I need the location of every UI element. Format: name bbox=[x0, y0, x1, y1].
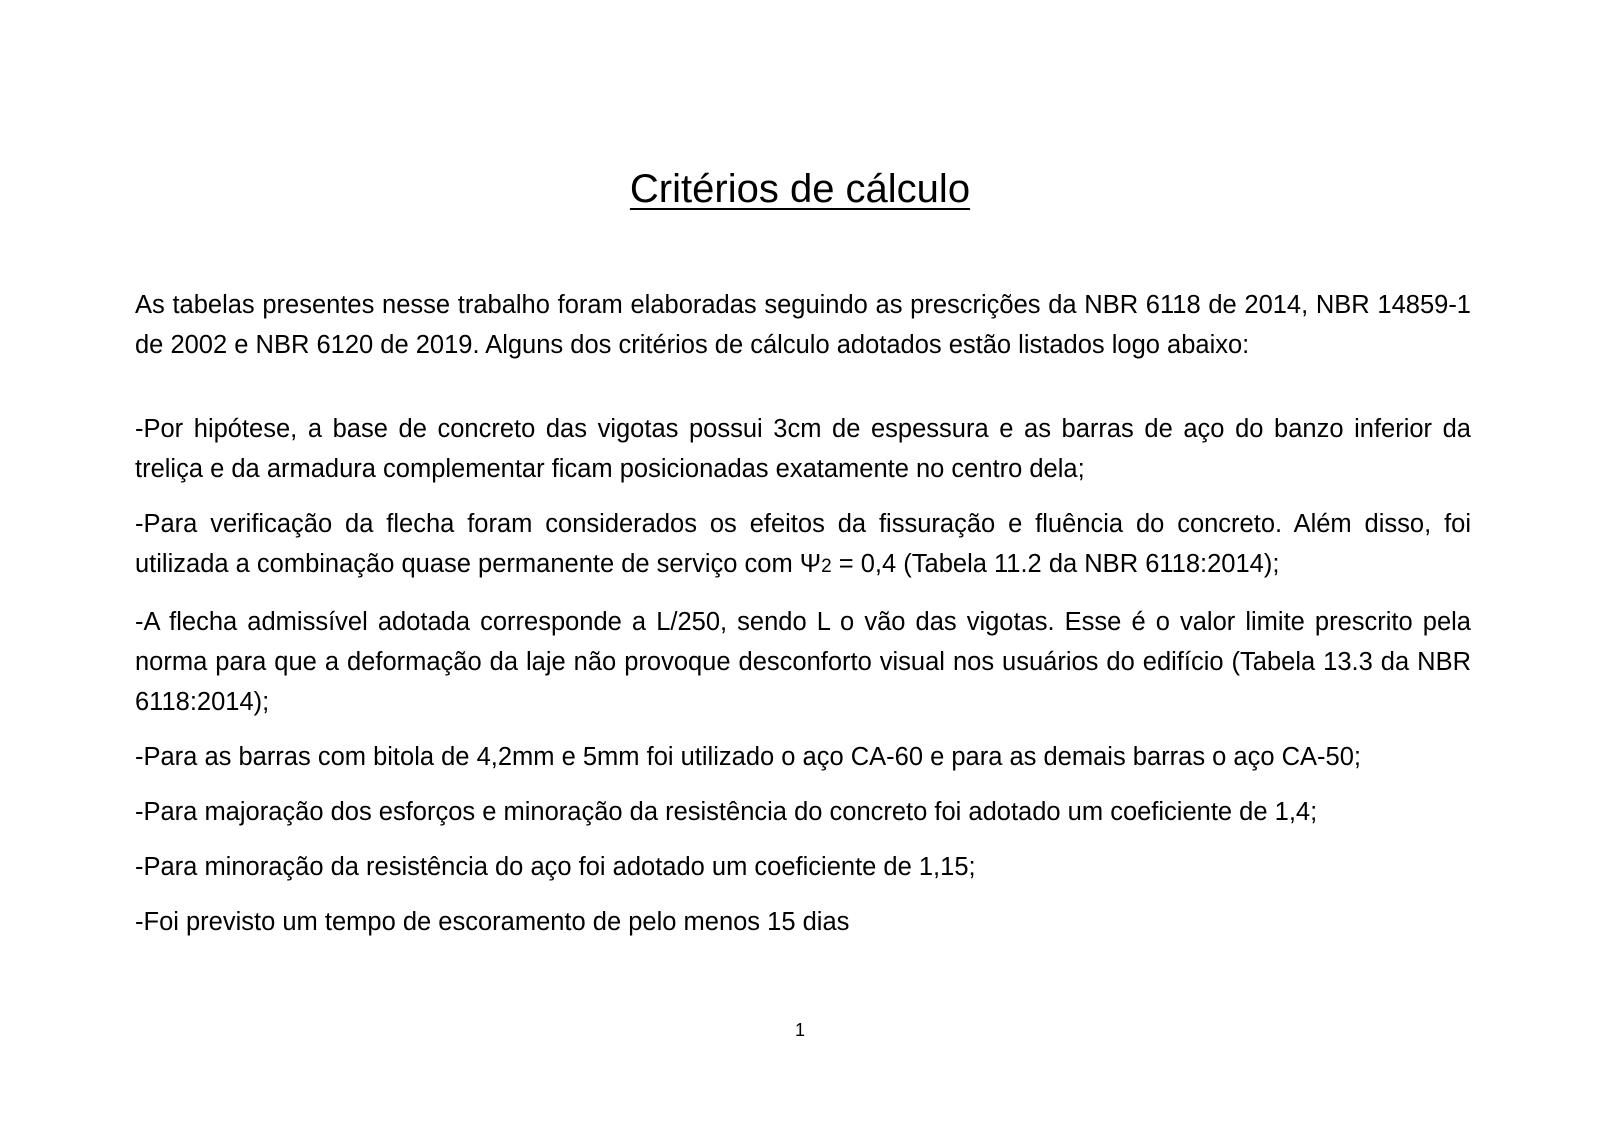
criterion-concrete-coefficient: -Para majoração dos esforços e minoração da resistência do concreto foi adotado um coeficiente de 1,4; bbox=[135, 798, 1318, 826]
criterion-shoring-time: -Foi previsto um tempo de escoramento de pelo menos 15 dias bbox=[135, 908, 850, 936]
criterion-concrete-base: -Por hipótese, a base de concreto das vigotas possui 3cm de espessura e as barras de aço do banzo inferior da treliça e da armadura complementar ficam posicionadas exatamente no centro dela; bbox=[135, 415, 1471, 483]
criterion-deflection-verification-text: -Para verificação da flecha foram considerados os efeitos da fissuração e fluência do concreto. Além disso, foi utilizada a combinação quase permanente de serviço com Ψ bbox=[135, 510, 1471, 578]
criterion-deflection-verification bbox=[135, 504, 1471, 587]
criterion-steel-coefficient: -Para minoração da resistência do aço foi adotado um coeficiente de 1,15; bbox=[135, 853, 976, 881]
page-title bbox=[0, 165, 1600, 213]
criterion-deflection-verification-text-end: = 0,4 (Tabela 11.2 da NBR 6118:2014); bbox=[831, 550, 1280, 578]
intro-paragraph: As tabelas presentes nesse trabalho foram elaboradas seguindo as prescrições da NBR 6118 de 2014, NBR 14859-1 de 2002 e NBR 6120 de 2019. Alguns dos critérios de cálculo adotados estão listados logo abaixo: bbox=[135, 291, 1471, 359]
criterion-steel-bars: -Para as barras com bitola de 4,2mm e 5mm foi utilizado o aço CA-60 e para as demais barras o aço CA-50; bbox=[135, 743, 1361, 771]
psi-subscript: 2 bbox=[821, 556, 832, 577]
page-title-text: Critérios de cálculo bbox=[629, 167, 971, 211]
page-number: 1 bbox=[794, 1020, 805, 1040]
document-body bbox=[135, 285, 1471, 942]
criterion-admissible-deflection: -A flecha admissível adotada corresponde a L/250, sendo L o vão das vigotas. Esse é o valor limite prescrito pela norma para que a deformação da laje não provoque desconforto visual nos usuários do edifício (Tabela 13.3 da NBR 6118:2014); bbox=[135, 608, 1471, 716]
